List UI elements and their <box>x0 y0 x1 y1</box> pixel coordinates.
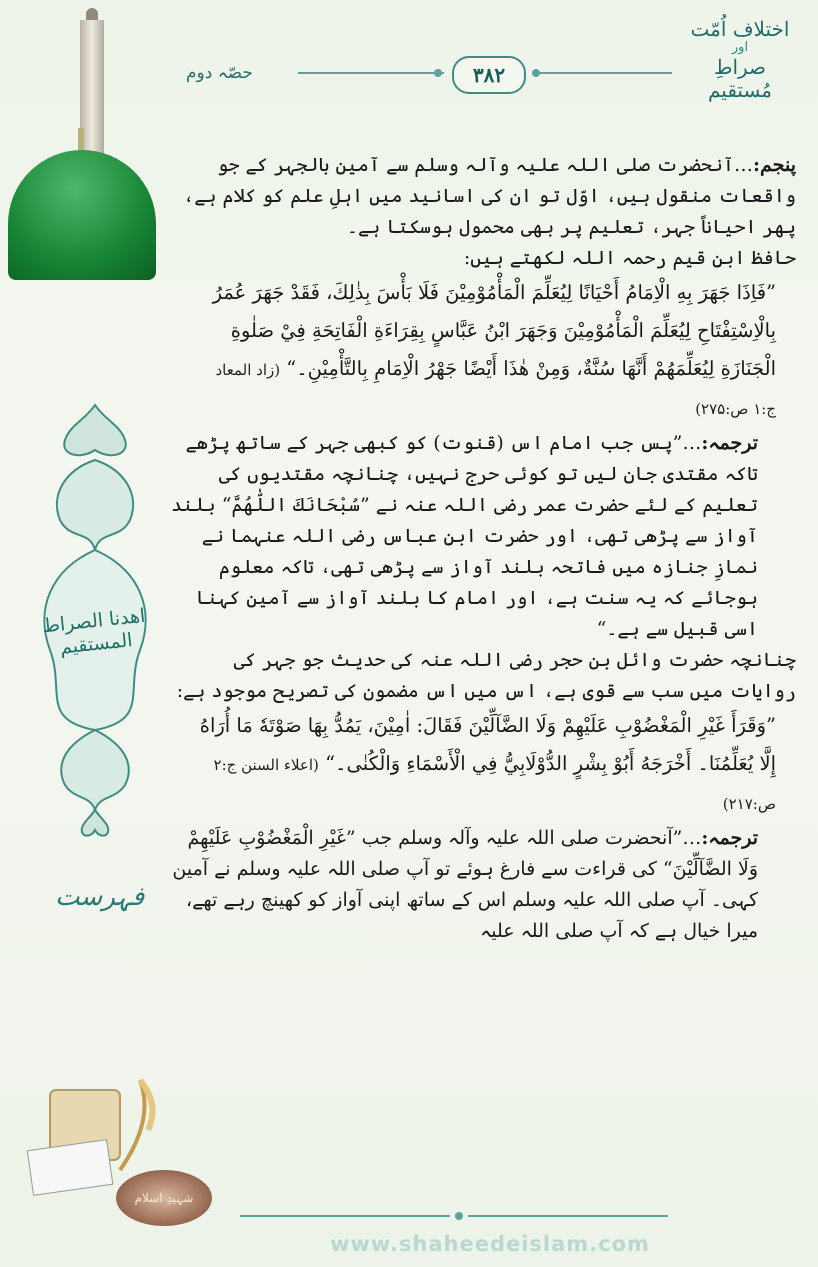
index-link[interactable]: فہرست <box>55 882 145 912</box>
header-rule-ornament <box>532 69 540 77</box>
book-title <box>680 18 800 102</box>
page-number: ۳۸۲ <box>452 56 526 94</box>
footer-rule-left <box>240 1215 450 1217</box>
footer-rule-ornament <box>455 1212 463 1220</box>
translation-text: …”پس جب امام اس (قنوت) کو کبھی جہر کے ساتھ پڑھے تاکہ مقتدی جان لیں تو کوئی حرج نہیں، چنانچہ مقتدیوں کی تعلیم کے لئے حضرت عمر رضی اللہ عنہ نے ”سُبْحَانَكَ اللّٰهُمَّ“ بلند آواز سے پڑھی تھی، اور حضرت ابنِ عباس رضی اللہ عنہما نے نمازِ جنازہ میں فاتحہ بلند آواز سے پڑھی تھی، تاکہ معلوم ہوجائے کہ یہ سنت ہے، اور امام کا بلند آواز سے آمین کہنا اسی قبیل سے ہے۔“ <box>171 432 758 640</box>
main-text <box>170 150 796 947</box>
arabic-quote-1 <box>170 274 796 428</box>
paragraph-2: حافظ ابنِ قیم رحمہ اللہ لکھتے ہیں: <box>463 247 796 269</box>
book-title-line2: اور <box>731 40 749 55</box>
paragraph-lead: پنجم: <box>753 154 796 176</box>
translation-text: …”آنحضرت صلی اللہ علیہ وآلہ وسلم جب ”غَيْرِ الْمَغْضُوْبِ عَلَيْهِمْ وَلَا الضَّآلِّيْنَ“ کی قراءت سے فارغ ہوئے تو آپ صلی اللہ علیہ وسلم نے آمین کہی۔ آپ صلی اللہ علیہ وسلم اس کے ساتھ اپنی آواز کو کھینچ رہے تھے، میرا خیال ہے کہ آپ صلی اللہ علیہ <box>172 827 758 942</box>
paragraph-text: …آنحضرت صلی اللہ علیہ وآلہ وسلم سے آمین بالجہر کے جو واقعات منقول ہیں، اوّل تو ان کی اسانید میں اہلِ علم کو کلام ہے، پھر احیاناً جہر، تعلیم پر بھی محمول ہوسکتا ہے۔ <box>183 154 796 238</box>
seal-logo: شہیدِ اسلام <box>116 1170 212 1226</box>
header-rule-right <box>540 72 672 74</box>
paragraph-1 <box>170 150 796 243</box>
green-dome-icon <box>8 150 156 280</box>
translation-2 <box>170 823 796 947</box>
reference: (زاد المعاد ج:۱ ص:۲۷۵) <box>215 361 776 418</box>
header-rule-left <box>298 72 444 74</box>
reference: (اعلاء السنن ج:۲ ص:۲۱۷) <box>213 756 776 813</box>
header-rule-ornament <box>434 69 442 77</box>
translation-label: ترجمہ: <box>701 432 758 454</box>
translation-1 <box>170 428 796 645</box>
part-label: حصّہ دوم <box>186 63 253 83</box>
book-title-line1: اختلاف اُمّت <box>690 17 790 41</box>
arabic-quote-2 <box>170 707 796 823</box>
ornament-calligraphy: اهدنا الصراط المستقیم <box>41 604 147 659</box>
translation-label: ترجمہ: <box>701 827 758 849</box>
arabic-quote-text: ”فَاِذَا جَھَرَ بِهِ الْاِمَامُ أَحْيَانًا لِيُعَلِّمَ الْمَأْمُوْمِيْنَ فَلَا بَأْسَ بِذٰلِكَ، فَقَدْ جَھَرَ عُمَرُ بِالْاِسْتِفْتَاحِ لِيُعَلِّمَ الْمَأْمُوْمِيْنَ وَجَھَرَ ابْنُ عَبَّاسٍ بِقِرَاءَةِ الْفَاتِحَةِ فِيْ صَلٰوةِ الْجَنَازَةِ لِيُعَلِّمَهُمْ أَنَّهَا سُنَّةٌ، وَمِنْ هٰذَا أَيْضًا جَهْرُ الْاِمَامِ بِالتَّأْمِيْنِ۔“ <box>212 281 776 380</box>
arabic-quote-text: ”وَقَرَأَ غَيْرِ الْمَغْضُوْبِ عَلَيْهِمْ وَلَا الضَّآلِّيْنَ فَقَالَ: اٰمِيْنَ، يَمُدُّ بِهَا صَوْتَهٗ مَا أُرَاهُ إِلَّا يُعَلِّمُنَا۔ أَخْرَجَهُ أَبُوْ بِشْرٍ الدُّوْلَابِيُّ فِي الْأَسْمَاءِ وَالْكُنٰى۔“ <box>199 714 776 775</box>
website-url[interactable]: www.shaheedeislam.com <box>330 1232 650 1256</box>
paragraph-3: چنانچہ حضرت وائل بن حجر رضی اللہ عنہ کی حدیث جو جہر کی روایات میں سب سے قوی ہے، اس میں اس مضمون کی تصریح موجود ہے: <box>176 649 796 702</box>
book-title-line3: صراطِ مُستقیم <box>707 54 773 102</box>
footer-rule-right <box>468 1215 668 1217</box>
